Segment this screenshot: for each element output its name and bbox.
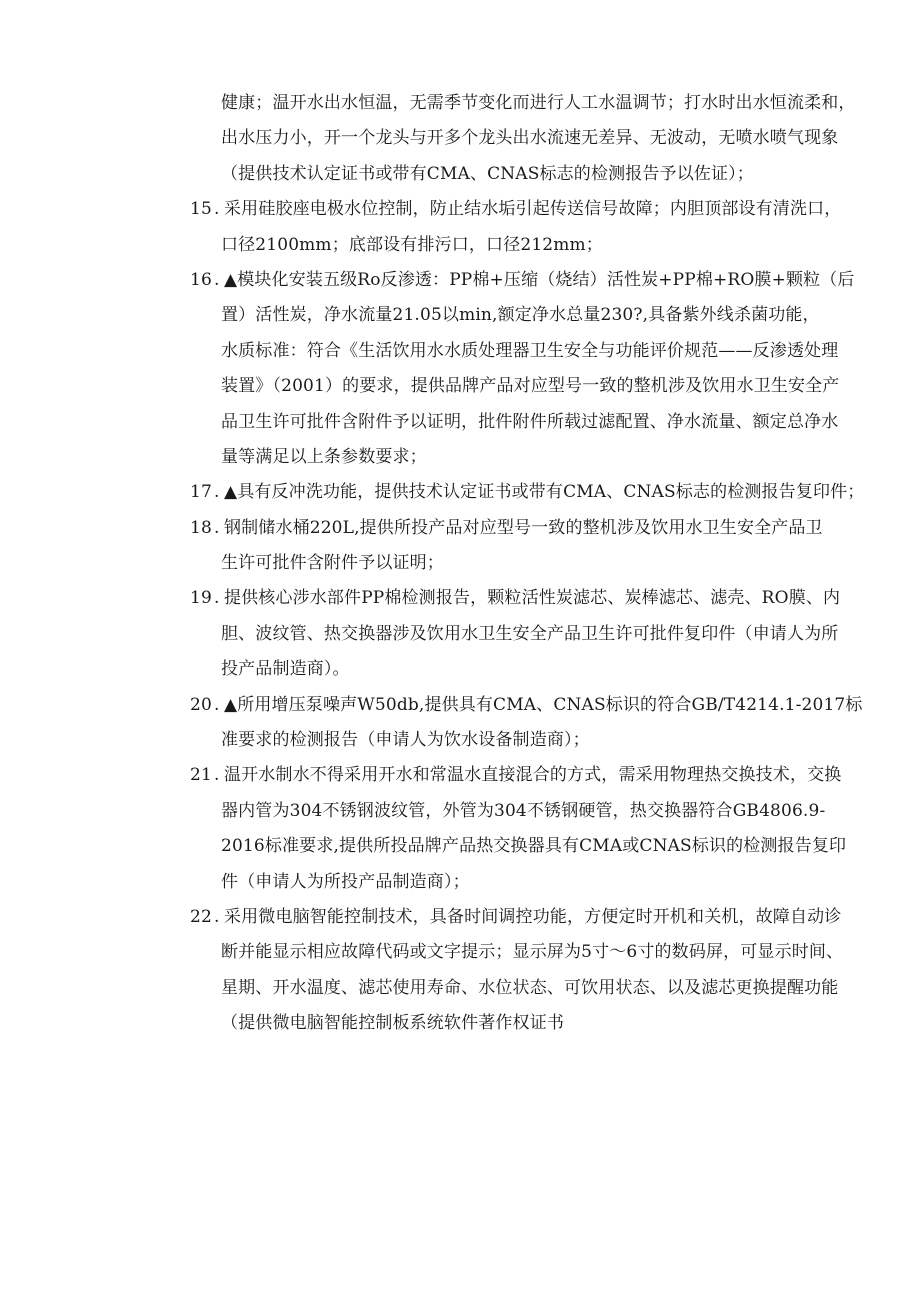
list-item-start-line [0,581,920,616]
text-line [0,935,920,970]
line-text: ▲所用增压泵噪声W50db,提供具有CMA、CNAS标识的符合GB/T4214.1-2017标 [224,694,863,715]
text-line [0,971,920,1006]
text-line [0,617,920,652]
line-text: 量等满足以上条参数要求； [221,446,427,467]
line-text: 品卫生许可批件含附件予以证明，批件附件所载过滤配置、净水流量、额定总净水 [221,411,839,432]
line-text: ▲模块化安装五级Ro反渗透：PP棉+压缩（烧结）活性炭+PP棉+RO膜+颗粒（后 [224,269,855,290]
text-line [0,86,920,121]
text-line [0,546,920,581]
list-item-start-line [0,758,920,793]
line-text: 胆、波纹管、热交换器涉及饮用水卫生安全产品卫生许可批件复印件（申请人为所 [221,623,839,644]
list-item-start-line [0,475,920,510]
item-number: 22 [190,906,212,927]
line-text: 温开水制水不得采用开水和常温水直接混合的方式，需采用物理热交换技术，交换 [224,765,842,786]
item-number: 15 [190,199,212,220]
line-text: 投产品制造商）。 [221,659,350,680]
text-line [0,440,920,475]
line-text: 2016标准要求,提供所投品牌产品热交换器具有CMA或CNAS标识的检测报告复印 [221,836,847,857]
text-line [0,157,920,192]
item-number: 18 [190,517,212,538]
line-text: ▲具有反冲洗功能，提供技术认定证书或带有CMA、CNAS标志的检测报告复印件； [224,482,865,503]
line-text: 水质标准：符合《生活饮用水水质处理器卫生安全与功能评价规范——反渗透处理 [221,340,839,361]
line-text: 提供核心涉水部件PP棉检测报告，颗粒活性炭滤芯、炭棒滤芯、滤壳、RO膜、内 [224,588,841,609]
text-line [0,121,920,156]
item-separator: . [214,906,220,927]
line-text: 装置》（2001）的要求，提供品牌产品对应型号一致的整机涉及饮用水卫生安全产 [221,376,840,397]
text-line [0,228,920,263]
text-line [0,652,920,687]
text-line [0,829,920,864]
list-item-start-line [0,688,920,723]
line-text: 断并能显示相应故障代码或文字提示；显示屏为5寸～6寸的数码屏，可显示时间、 [221,942,844,963]
list-item-start-line [0,192,920,227]
text-line [0,865,920,900]
line-text: 置）活性炭，净水流量21.05以min,额定净水总量230?,具备紫外线杀菌功能， [221,305,820,326]
document-body [0,86,920,1042]
list-item-start-line [0,263,920,298]
item-number: 20 [190,694,212,715]
line-text: 准要求的检测报告（申请人为饮水设备制造商）； [221,730,590,751]
text-line [0,405,920,440]
line-text: 口径2100mm；底部设有排污口，口径212mm； [221,234,603,255]
line-text: 件（申请人为所投产品制造商）； [221,871,470,892]
item-separator: . [214,269,220,290]
item-separator: . [214,517,220,538]
item-number: 19 [190,588,212,609]
text-line [0,794,920,829]
text-line [0,723,920,758]
line-text: 器内管为304不锈钢波纹管，外管为304不锈钢硬管，热交换器符合GB4806.9- [221,800,826,821]
item-number: 17 [190,482,212,503]
text-line [0,369,920,404]
line-text: （提供微电脑智能控制板系统软件著作权证书 [221,1013,564,1034]
list-item-start-line [0,900,920,935]
line-text: 出水压力小，开一个龙头与开多个龙头出水流速无差异、无波动，无喷水喷气现象 [221,128,839,149]
list-item-start-line [0,511,920,546]
line-text: 星期、开水温度、滤芯使用寿命、水位状态、可饮用状态、以及滤芯更换提醒功能 [221,977,839,998]
item-separator: . [214,765,220,786]
line-text: 生许可批件含附件予以证明； [221,553,444,574]
item-separator: . [214,694,220,715]
item-separator: . [214,588,220,609]
line-text: 采用硅胶座电极水位控制，防止结水垢引起传送信号故障；内胆顶部设有清洗口， [224,199,842,220]
item-separator: . [214,482,220,503]
line-text: 健康；温开水出水恒温，无需季节变化而进行人工水温调节；打水时出水恒流柔和， [221,93,856,113]
text-line [0,298,920,333]
line-text: 钢制储水桶220L,提供所投产品对应型号一致的整机涉及饮用水卫生安全产品卫 [224,517,823,538]
item-separator: . [214,199,220,220]
text-line [0,334,920,369]
text-line [0,1006,920,1041]
line-text: 采用微电脑智能控制技术，具备时间调控功能，方便定时开机和关机，故障自动诊 [224,906,842,927]
item-number: 16 [190,269,212,290]
item-number: 21 [190,765,212,786]
line-text: （提供技术认定证书或带有CMA、CNAS标志的检测报告予以佐证）； [221,163,754,184]
